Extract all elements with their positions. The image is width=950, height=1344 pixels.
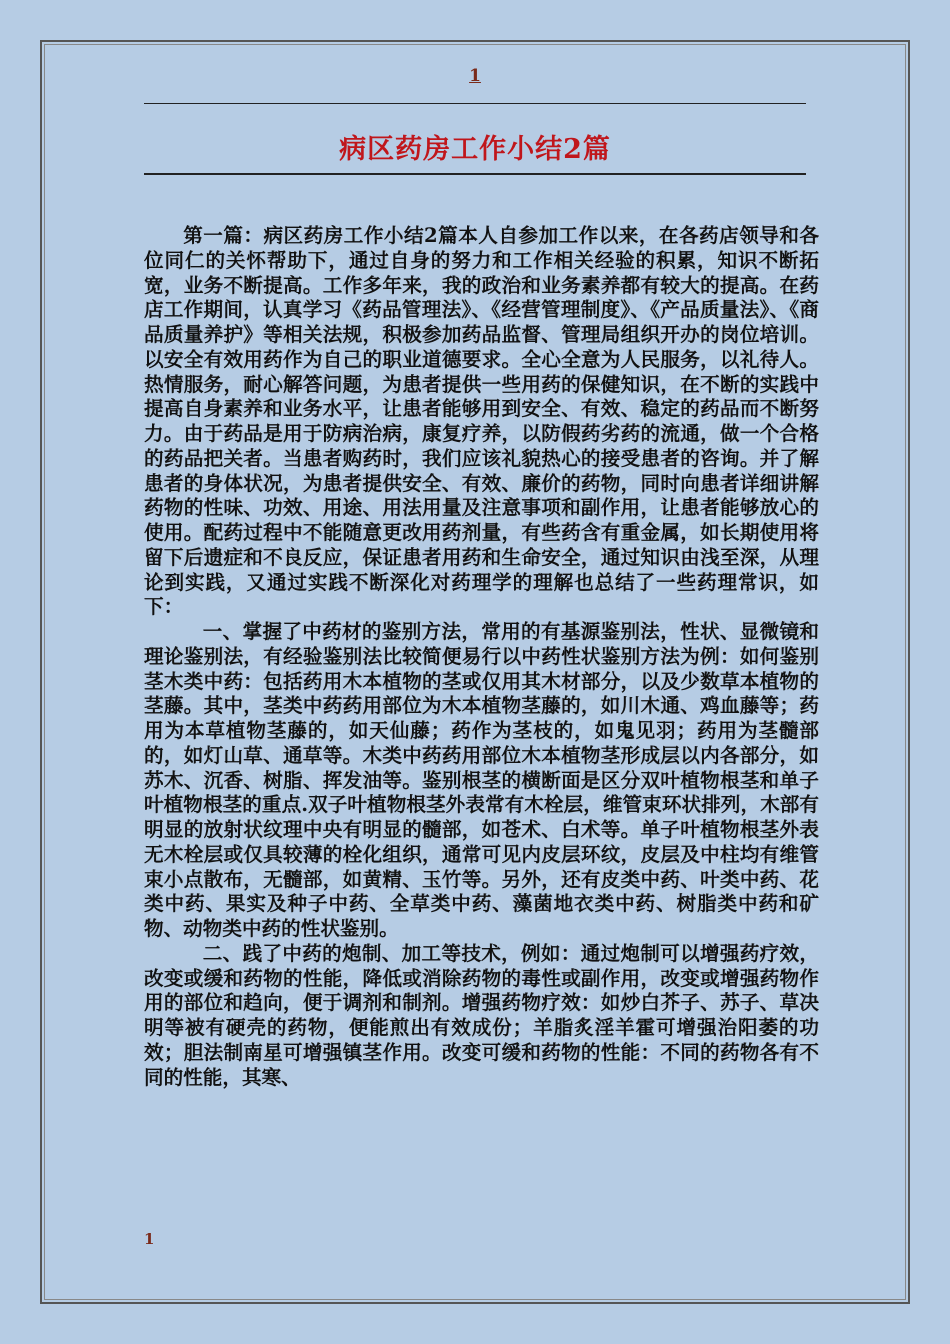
paragraph-intro: 第一篇：病区药房工作小结2篇本人自参加工作以来，在各药店领导和各位同仁的关怀帮助下，通过自身的努力和工作相关经验的积累，知识不断拓宽，业务不断提高。工作多年来，我的政治和业务素养都有较大的提高。在药店工作期间，认真学习《药品管理法》、《经营管理制度》、《产品质量法》、《商品质量养护》等相关法规，积极参加药品监督、管理局组织开办的岗位培训。以安全有效用药作为自己的职业道德要求。全心全意为人民服务，以礼待人。热情服务，耐心解答问题，为患者提供一些用药的保健知识，在不断的实践中提高自身素养和业务水平，让患者能够用到安全、有效、稳定的药品而不断努力。由于药品是用于防病治病，康复疗养，以防假药劣药的流通，做一个合格的药品把关者。当患者购药时，我们应该礼貌热心的接受患者的咨询。并了解患者的身体状况，为患者提供安全、有效、廉价的药物，同时向患者详细讲解药物的性味、功效、用途、用法用量及注意事项和副作用，让患者能够放心的使用。配药过程中不能随意更改用药剂量，有些药含有重金属，如长期使用将留下后遗症和不良反应，保证患者用药和生命安全，通过知识由浅至深，从理论到实践，又通过实践不断深化对药理学的理解也总结了一些药理常识，如下： [144,224,819,619]
document-body [144,224,819,1090]
paragraph-section-2: 二、践了中药的炮制、加工等技术，例如：通过炮制可以增强药疗效，改变或缓和药物的性能，降低或消除药物的毒性或副作用，改变或增强药物作用的部位和趋向，便于调剂和制剂。增强药物疗效：如炒白芥子、苏子、草决明等被有硬壳的药物，便能煎出有效成份；羊脂炙淫羊霍可增强治阳萎的功效；胆法制南星可增强镇茎作用。改变可缓和药物的性能：不同的药物各有不同的性能，其寒、 [144,941,819,1089]
title-divider [144,173,806,175]
paragraph-section-1: 一、掌握了中药材的鉴别方法，常用的有基源鉴别法，性状、显微镜和理论鉴别法，有经验鉴别法比较简便易行以中药性状鉴别方法为例：如何鉴别茎木类中药：包括药用木本植物的茎或仅用其木材部分，以及少数草本植物的茎藤。其中，茎类中药药用部位为木本植物茎藤的，如川木通、鸡血藤等；药用为本草植物茎藤的，如天仙藤；药作为茎枝的，如鬼见羽；药用为茎髓部的，如灯山草、通草等。木类中药药用部位木本植物茎形成层以内各部分，如苏木、沉香、树脂、挥发油等。鉴别根茎的横断面是区分双叶植物根茎和单子叶植物根茎的重点.双子叶植物根茎外表常有木栓层，维管束环状排列，木部有明显的放射状纹理中央有明显的髓部，如苍术、白术等。单子叶植物根茎外表无木栓层或仅具较薄的栓化组织，通常可见内皮层环纹，皮层及中柱均有维管束小点散布，无髓部，如黄精、玉竹等。另外，还有皮类中药、叶类中药、花类中药、果实及种子中药、全草类中药、藻菌地衣类中药、树脂类中药和矿物、动物类中药的性状鉴别。 [144,620,819,940]
header-page-number: 1 [469,66,481,86]
footer-page-number: 1 [144,1230,155,1248]
header-divider [144,103,806,104]
document-title: 病区药房工作小结2篇 [339,134,611,165]
